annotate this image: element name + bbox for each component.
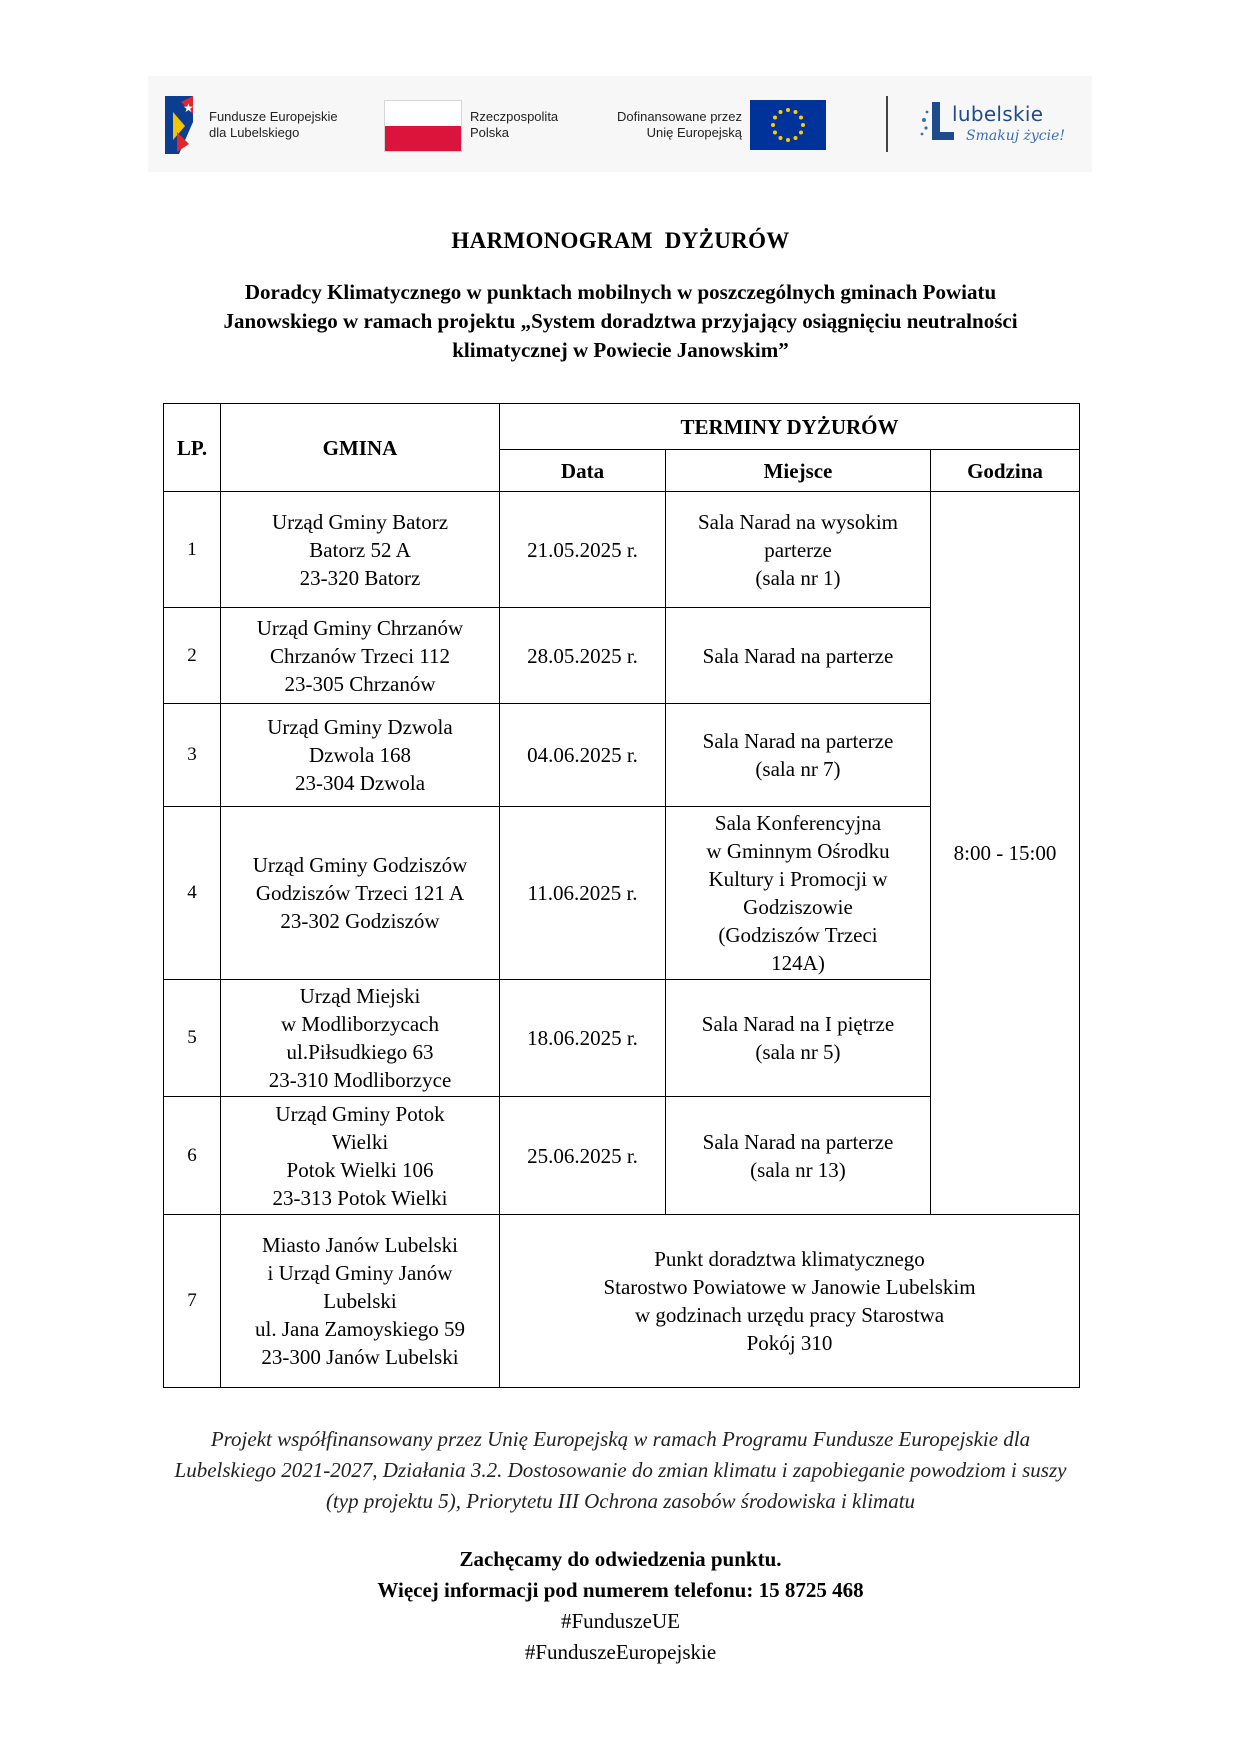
rp-logo-text-1: Rzeczpospolita <box>470 109 559 124</box>
gmina-line: Potok Wielki 106 <box>286 1157 434 1182</box>
project-note-line-2: Lubelskiego 2021-2027, Działania 3.2. Dostosowanie do zmian klimatu i zapobieganie powodziom i suszy <box>174 1458 1067 1482</box>
miejsce-line: w Gminnym Ośrodku <box>706 839 890 863</box>
header-terminy: TERMINY DYŻURÓW <box>500 404 1080 450</box>
svg-text:★: ★ <box>183 101 194 115</box>
gmina-line: Chrzanów Trzeci 112 <box>269 643 451 668</box>
fe-logo-icon <box>163 92 203 158</box>
project-note <box>80 1424 1161 1517</box>
lubelskie-logo-slogan: Smakuj życie! <box>966 128 1066 144</box>
gmina-line: 23-302 Godziszów <box>280 909 440 933</box>
table-header-row <box>164 404 1080 450</box>
row-data: 18.06.2025 r. <box>500 980 666 1097</box>
gmina-line: Urząd Gminy Batorz <box>271 509 449 534</box>
row-lp: 7 <box>164 1215 221 1388</box>
gmina-line: Batorz 52 A <box>309 537 411 562</box>
info-line: Starostwo Powiatowe w Janowie Lubelskim <box>603 1275 976 1299</box>
row-gmina <box>221 1215 500 1388</box>
gmina-line: Urząd Gminy Godziszów <box>252 853 468 877</box>
row-gmina <box>221 1097 500 1215</box>
project-note-line-3: (typ projektu 5), Priorytetu III Ochrona zasobów środowiska i klimatu <box>325 1489 916 1513</box>
row-gmina <box>221 704 500 807</box>
header-lp: LP. <box>164 404 221 492</box>
miejsce-line: (Godziszów Trzeci <box>718 923 878 947</box>
phone-info: Więcej informacji pod numerem telefonu: 15 8725 468 <box>377 1578 864 1602</box>
gmina-line: 23-300 Janów Lubelski <box>261 1345 459 1369</box>
gmina-line: ul. Jana Zamoyskiego 59 <box>255 1317 465 1341</box>
logo-strip <box>148 76 1092 172</box>
row-lp: 2 <box>164 608 221 704</box>
hashtags <box>0 1606 1241 1668</box>
row-lp: 5 <box>164 980 221 1097</box>
gmina-line: Urząd Gminy Dzwola <box>267 715 453 739</box>
row-data: 11.06.2025 r. <box>500 807 666 980</box>
row-gmina <box>221 980 500 1097</box>
table-row <box>164 1215 1080 1388</box>
miejsce-line: 124A) <box>771 951 825 975</box>
invite-text: Zachęcamy do odwiedzenia punktu. <box>459 1547 782 1571</box>
gmina-line: 23-305 Chrzanów <box>284 671 436 696</box>
logo-separator <box>886 96 888 152</box>
fe-logo-text-1: Fundusze Europejskie <box>209 109 338 124</box>
gmina-line: Godziszów Trzeci 121 A <box>255 881 465 905</box>
info-line: w godzinach urzędu pracy Starostwa <box>634 1303 945 1327</box>
miejsce-line: Sala Narad na wysokim <box>697 509 899 534</box>
miejsce-line: (sala nr 5) <box>755 1040 841 1064</box>
invite-block <box>0 1544 1241 1606</box>
eu-logo <box>600 76 830 172</box>
info-line: Punkt doradztwa klimatycznego <box>654 1247 925 1271</box>
eu-logo-text-1: Dofinansowane przez <box>616 109 742 124</box>
row-gmina <box>221 492 500 608</box>
gmina-line: Wielki <box>331 1129 389 1154</box>
gmina-line: 23-320 Batorz <box>299 565 421 590</box>
subtitle-line-1: Doradcy Klimatycznego w punktach mobilnych w poszczególnych gminach Powiatu <box>244 280 997 304</box>
header-gmina: GMINA <box>221 404 500 492</box>
row-miejsce <box>666 492 931 608</box>
row-data: 28.05.2025 r. <box>500 608 666 704</box>
row-lp: 3 <box>164 704 221 807</box>
document-subtitle <box>130 278 1111 365</box>
rp-logo-text-2: Polska <box>470 125 510 140</box>
miejsce-line: Sala Narad na parterze <box>702 1129 894 1154</box>
row-gmina <box>221 807 500 980</box>
row-miejsce <box>666 704 931 807</box>
gmina-line: Dzwola 168 <box>308 743 412 767</box>
row-miejsce <box>666 980 931 1097</box>
lubelskie-logo-name: lubelskie <box>952 102 1044 126</box>
row-lp: 1 <box>164 492 221 608</box>
miejsce-line: (sala nr 1) <box>755 565 841 590</box>
table-row <box>164 492 1080 608</box>
hashtag-1: #FunduszeUE <box>561 1609 680 1633</box>
poland-flag-icon <box>384 100 462 152</box>
row-miejsce <box>666 807 931 980</box>
gmina-line: Lubelski <box>323 1289 397 1313</box>
gmina-line: Urząd Gminy Chrzanów <box>256 615 464 640</box>
miejsce-line: Sala Konferencyjna <box>714 811 882 835</box>
fe-logo <box>163 76 363 172</box>
row-data: 04.06.2025 r. <box>500 704 666 807</box>
header-godzina: Godzina <box>931 450 1080 492</box>
eu-flag-icon <box>750 100 826 150</box>
miejsce-line: Kultury i Promocji w <box>708 867 888 891</box>
miejsce-line: Godziszowie <box>743 895 853 919</box>
row-data: 25.06.2025 r. <box>500 1097 666 1215</box>
project-note-line-1: Projekt współfinansowany przez Unię Europejską w ramach Programu Fundusze Europejskie dla <box>210 1427 1031 1451</box>
miejsce-line: (sala nr 13) <box>750 1157 846 1182</box>
gmina-line: ul.Piłsudkiego 63 <box>286 1040 434 1064</box>
info-line: Pokój 310 <box>746 1331 833 1355</box>
row-lp: 4 <box>164 807 221 980</box>
row-gmina <box>221 608 500 704</box>
header-data: Data <box>500 450 666 492</box>
schedule-table <box>163 403 1080 1388</box>
row-info <box>500 1215 1080 1388</box>
gmina-line: Urząd Miejski <box>299 984 421 1008</box>
lubelskie-logo <box>918 76 1088 172</box>
row-godzina: 8:00 - 15:00 <box>931 492 1080 1215</box>
hashtag-2: #FunduszeEuropejskie <box>524 1640 717 1664</box>
row-miejsce <box>666 608 931 704</box>
gmina-line: 23-304 Dzwola <box>294 771 426 795</box>
subtitle-line-2: Janowskiego w ramach projektu „System doradztwa przyjający osiągnięciu neutralności <box>223 309 1018 333</box>
fe-logo-text-2: dla Lubelskiego <box>209 125 300 140</box>
rp-logo <box>384 76 594 172</box>
subtitle-line-3: klimatycznej w Powiecie Janowskim” <box>452 338 789 362</box>
gmina-line: 23-313 Potok Wielki <box>272 1185 448 1210</box>
gmina-line: w Modliborzycach <box>280 1012 440 1036</box>
miejsce-line: Sala Narad na parterze <box>702 643 894 668</box>
gmina-line: 23-310 Modliborzyce <box>268 1068 452 1092</box>
miejsce-line: parterze <box>764 537 832 562</box>
row-data: 21.05.2025 r. <box>500 492 666 608</box>
document-title: HARMONOGRAM DYŻURÓW <box>451 228 790 253</box>
miejsce-line: (sala nr 7) <box>755 757 841 781</box>
row-miejsce <box>666 1097 931 1215</box>
gmina-line: Miasto Janów Lubelski <box>262 1233 458 1257</box>
gmina-line: i Urząd Gminy Janów <box>267 1261 453 1285</box>
miejsce-line: Sala Narad na parterze <box>702 729 894 753</box>
eu-logo-text-2: Unię Europejską <box>646 125 742 140</box>
header-miejsce: Miejsce <box>666 450 931 492</box>
row-lp: 6 <box>164 1097 221 1215</box>
miejsce-line: Sala Narad na I piętrze <box>701 1012 895 1036</box>
gmina-line: Urząd Gminy Potok <box>275 1101 445 1126</box>
